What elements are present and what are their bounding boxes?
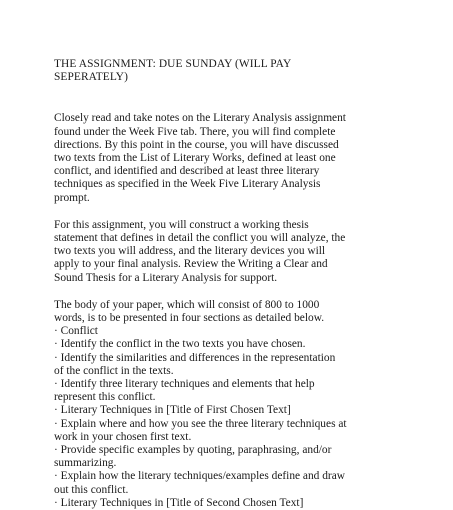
list-item: · Identify the conflict in the two texts you have chosen. <box>54 338 306 351</box>
text-line: For this assignment, you will construct a working thesis <box>54 218 309 231</box>
list-item: · Provide specific examples by quoting, paraphrasing, and/or <box>54 444 332 457</box>
text-line: conflict, and identified and described at least three literary <box>54 165 320 178</box>
text-line: of the conflict in the texts. <box>54 364 174 377</box>
text-line: techniques as specified in the Week Five Literary Analysis <box>54 178 321 191</box>
text-line: work in your chosen first text. <box>54 430 192 443</box>
body-sections-list <box>54 299 413 510</box>
list-item: · Conflict <box>54 325 98 338</box>
thesis-paragraph <box>54 219 413 285</box>
list-item: · Identify the similarities and differences in the representation <box>54 351 336 364</box>
text-line: found under the Week Five tab. There, you will find complete <box>54 125 336 138</box>
text-line: Closely read and take notes on the Literary Analysis assignment <box>54 112 346 125</box>
text-line: apply to your final analysis. Review the Writing a Clear and <box>54 258 328 271</box>
text-line: directions. By this point in the course, you will have discussed <box>54 138 339 151</box>
list-item: · Explain how the literary techniques/examples define and draw <box>54 470 345 483</box>
list-item: · Literary Techniques in [Title of First Chosen Text] <box>54 404 291 417</box>
list-item: · Explain where and how you see the three literary techniques at <box>54 417 347 430</box>
title-line: SEPERATELY) <box>54 71 128 84</box>
text-line: summarizing. <box>54 457 117 470</box>
text-line: words, is to be presented in four sections as detailed below. <box>54 312 325 325</box>
title-line: THE ASSIGNMENT: DUE SUNDAY (WILL PAY <box>54 58 292 70</box>
text-line: Sound Thesis for a Literary Analysis for support. <box>54 271 278 284</box>
text-line: out this conflict. <box>54 483 129 496</box>
text-line: prompt. <box>54 191 90 204</box>
assignment-title <box>54 58 413 84</box>
instructions-paragraph <box>54 112 413 204</box>
text-line: represent this conflict. <box>54 391 156 404</box>
list-item: · Literary Techniques in [Title of Second Chosen Text] <box>54 496 304 509</box>
list-item: · Identify three literary techniques and elements that help <box>54 378 315 391</box>
text-line: two texts from the List of Literary Works, defined at least one <box>54 152 336 165</box>
text-line: two texts you will address, and the literary devices you will <box>54 245 326 258</box>
text-line: statement that defines in detail the conflict you will analyze, the <box>54 232 346 245</box>
text-line: The body of your paper, which will consist of 800 to 1000 <box>54 298 320 311</box>
